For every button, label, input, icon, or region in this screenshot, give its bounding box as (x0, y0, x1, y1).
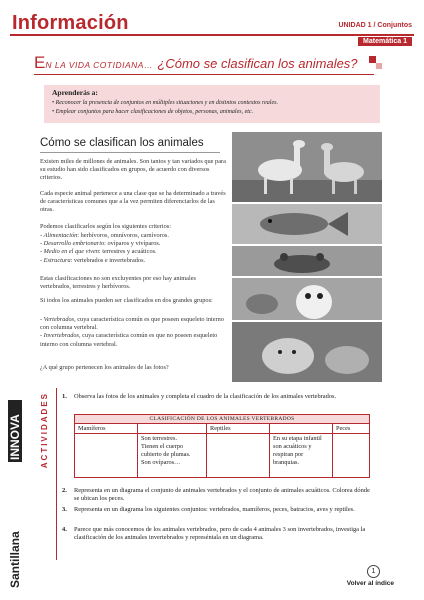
table-header: Reptiles (207, 424, 270, 434)
table-cell[interactable] (207, 434, 270, 478)
fish-photo (232, 204, 382, 244)
article-heading: Cómo se clasifican los animales (40, 137, 204, 149)
header-rule (10, 34, 414, 36)
activity-number: 4. (62, 526, 67, 533)
section-underline (34, 74, 374, 75)
page-number: 1 (367, 565, 380, 578)
subject-badge: Matemática 1 (358, 37, 412, 46)
animal-photos (232, 132, 382, 382)
decor-square-light (376, 63, 382, 69)
table-header: Peces (333, 424, 370, 434)
criteria-item: - Alimentación: herbívoros, omnívoros, carnívoros. (40, 232, 169, 239)
article-paragraph: Estas clasificaciones no son excluyentes por eso hay animales vertebrados, terrestres y herbívoros. (40, 275, 196, 291)
criteria-item: - Estructura: vertebrados e invertebrados. (40, 256, 146, 264)
activity-text: Parece que más conocemos de los animales vertebrados, pero de cada 4 animales 3 son invertebrados, investiga la clasificación de los animales invertebrados y represéntala en un diagrama. (74, 526, 366, 541)
learning-goal-item: • Emplear conjuntos para hacer clasificaciones de objetos, personas, animales, etc. (52, 109, 254, 115)
learning-goals-title: Aprenderás a: (52, 88, 98, 97)
group-item: - Vertebrados, cuya característica común es que poseen esqueleto interno con columna vertebral. (40, 316, 224, 332)
table-caption: CLASIFICACIÓN DE LOS ANIMALES VERTEBRADOS (75, 415, 370, 424)
svg-text:INNOVA (8, 414, 22, 460)
brand-innova: INNOVA (8, 414, 22, 460)
table-cell: En su etapa infantil son acuáticos y respiran por branquias. (270, 434, 333, 478)
brand-sidebar (0, 380, 28, 600)
table-cell[interactable] (333, 434, 370, 478)
table-cell[interactable] (75, 434, 138, 478)
activity-number: 2. (62, 487, 67, 494)
section-question: ¿Cómo se clasifican los animales? (157, 56, 358, 71)
activity-text: Observa las fotos de los animales y completa el cuadro de la clasificación de los animales vertebrados. (74, 393, 337, 400)
frog-photo (232, 246, 382, 276)
activities-band-label: ACTIVIDADES (40, 392, 49, 469)
decor-square (369, 56, 376, 63)
table-header (270, 424, 333, 434)
page-header-title: Información (12, 12, 129, 34)
criteria-item: - Medio en el que viven: terrestres y acuáticos. (40, 248, 157, 256)
table-header (138, 424, 207, 434)
group-item: - Invertebrados, cuya característica común es que no poseen esqueleto interno con columna vertebral. (40, 332, 218, 348)
section-title (34, 54, 358, 73)
owl-photo (232, 278, 382, 320)
criteria-item: - Desarrollo embrionario: ovíparos y vivíparos. (40, 240, 161, 248)
table-cell: Son terrestres. Tienen el cuerpo cubierto de plumas. Son ovíparos… (138, 434, 207, 478)
learning-goal-item: • Reconocer la presencia de conjuntos en múltiples situaciones y en distintos contextos reales. (52, 100, 278, 106)
feline-photo (232, 322, 382, 382)
section-kicker: N LA VIDA COTIDIANA… (45, 60, 153, 70)
article-paragraph: Podemos clasificarlos según los siguientes criterios: (40, 223, 171, 230)
svg-text:Santillana (8, 531, 22, 588)
activity-number: 3. (62, 506, 67, 513)
article-paragraph: Existen miles de millones de animales. Son tantos y tan variados que para su estudio han sido clasificados en grupos, de acuerdo con diversos criterios. (40, 158, 226, 182)
article-heading-rule (40, 152, 220, 153)
article-paragraph: Cada especie animal pertenece a una clase que se ha determinado a través de características comunes que a la vez permiten diferenciarlos de las otras. (40, 190, 226, 214)
criteria-list (40, 232, 226, 265)
article-paragraph: Si todos los animales pueden ser clasificados en dos grandes grupos: (40, 297, 213, 304)
table-header: Mamíferos (75, 424, 138, 434)
activity-text: Representa en un diagrama el conjunto de animales vertebrados y el conjunto de animales acuáticos. Colorea dónde se ubican los peces. (74, 487, 370, 502)
unit-label: UNIDAD 1 / Conjuntos (338, 22, 412, 29)
activity-number: 1. (62, 393, 67, 400)
brand-name: Santillana (8, 531, 22, 588)
learning-goals-box (44, 85, 380, 123)
groups-list (40, 316, 226, 349)
back-to-index-link[interactable]: Volver al índice (346, 580, 394, 587)
article-question: ¿A qué grupo pertenecen los animales de las fotos? (40, 364, 169, 371)
llama-photo (232, 132, 382, 202)
activity-text: Representa en un diagrama los siguientes conjuntos: vertebrados, mamíferos, peces, batracios, aves y reptiles. (74, 506, 355, 513)
classification-table (74, 414, 370, 478)
section-first-letter: E (34, 53, 46, 72)
